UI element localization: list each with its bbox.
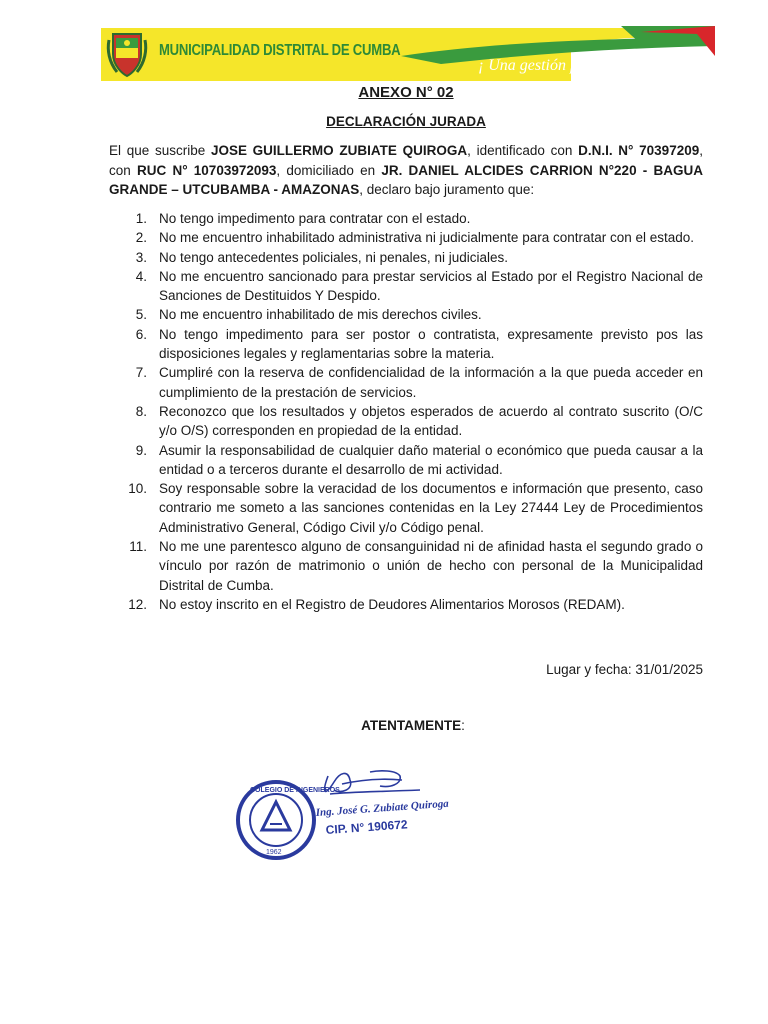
item-number: 5.: [135, 307, 147, 323]
annex-title: ANEXO N° 02: [358, 84, 454, 101]
place-date: Lugar y fecha: 31/01/2025: [546, 662, 703, 677]
declaration-item: [109, 209, 703, 228]
intro-text: , con: [109, 143, 703, 178]
intro-text: El que suscribe: [109, 143, 211, 158]
declaration-item: [109, 325, 703, 364]
item-text: Reconozco que los resultados y objetos esperados de acuerdo al contrato suscrito (O/C y/o O/S) corresponden en propiedad de la entidad.: [159, 403, 703, 439]
municipality-name: MUNICIPALIDAD DISTRITAL DE CUMBA: [159, 42, 401, 59]
item-text: No me encuentro inhabilitado de mis derechos civiles.: [159, 307, 482, 323]
item-number: 4.: [135, 268, 147, 284]
municipal-shield-icon: [108, 34, 145, 76]
item-text: No tengo impedimento para contratar con el estado.: [159, 211, 471, 226]
intro-text: , declaro bajo juramento que:: [359, 182, 535, 198]
intro-text: , identificado con: [467, 143, 579, 158]
item-number: 9.: [135, 442, 147, 458]
item-number: 3.: [135, 249, 147, 265]
declaration-item: [109, 248, 703, 267]
item-text: No me une parentesco alguno de consanguinidad ni de afinidad hasta el segundo grado o vínculo por razón de matrimonio o unión de hecho con personal de la Municipalidad Distrital de Cumba.: [159, 539, 703, 593]
item-number: 12.: [128, 596, 147, 612]
declaration-item: [109, 363, 703, 402]
item-text: Asumir la responsabilidad de cualquier daño material o económico que pueda causar a la entidad o a terceros durante el desarrollo de mi actividad.: [159, 442, 703, 477]
declaration-item: [109, 537, 703, 595]
item-text: Cumpliré con la reserva de confidencialidad de la información a la que pueda acceder en cumplimiento de la prestación de servicios.: [159, 365, 703, 400]
item-text: No me encuentro inhabilitado administrativa ni judicialmente para contratar con el estado.: [159, 230, 695, 246]
signature-graphic: [230, 762, 450, 862]
closing: [109, 718, 703, 733]
intro-text: , domiciliado en: [276, 162, 382, 178]
engineers-seal-icon: [238, 782, 340, 858]
svg-text:1962: 1962: [266, 849, 282, 856]
declaration-item: [109, 441, 703, 480]
declaration-item: [109, 479, 703, 537]
dni-number: D.N.I. N° 70397209: [578, 143, 700, 158]
item-number: 11.: [129, 539, 147, 555]
item-number: 10.: [128, 481, 147, 497]
item-text: No estoy inscrito en el Registro de Deudores Alimentarios Morosos (REDAM).: [159, 596, 625, 612]
closing-colon: :: [461, 718, 465, 733]
address: JR. DANIEL ALCIDES CARRION N°220 - BAGUA GRANDE – UTCUBAMBA - AMAZONAS: [109, 162, 703, 198]
declaration-item: [109, 305, 703, 324]
item-number: 1.: [135, 211, 147, 226]
item-text: Soy responsable sobre la veracidad de los documentos e información que presento, caso contrario me someto a las sanciones contenidas en la Ley 27444 Ley de Procedimientos Administrativo General, Código Civil y/o Código penal.: [159, 481, 703, 535]
declaration-item: [109, 228, 703, 247]
closing-text: ATENTAMENTE: [361, 718, 462, 733]
item-number: 6.: [135, 326, 147, 342]
item-number: 2.: [135, 230, 147, 246]
professional-stamp: [314, 798, 449, 837]
slogan: ¡ Una gestión para todos !: [478, 57, 649, 74]
declaration-item: [109, 267, 703, 306]
declaration-title: DECLARACIÓN JURADA: [326, 114, 486, 129]
ruc-number: RUC N° 10703972093: [136, 162, 277, 178]
intro-paragraph: [109, 141, 703, 200]
item-number: 8.: [135, 403, 147, 419]
item-number: 7.: [135, 365, 147, 381]
signature-stamp: [230, 762, 450, 862]
item-text: No tengo impedimento para ser postor o contratista, expresamente previsto pos las disposiciones legales y reglamentarias sobre la materia.: [159, 326, 703, 362]
declaration-item: [109, 595, 703, 614]
svg-text:CIP. N° 190672: CIP. N° 190672: [325, 817, 408, 837]
header-banner: [101, 26, 715, 81]
svg-text:Ing. José G. Zubiate Quiroga: Ing. José G. Zubiate Quiroga: [315, 797, 450, 819]
svg-text:COLEGIO DE INGENIEROS: COLEGIO DE INGENIEROS: [250, 787, 340, 794]
item-text: No tengo antecedentes policiales, ni penales, ni judiciales.: [159, 249, 508, 265]
declaration-item: [109, 402, 703, 441]
declarant-name: JOSE GUILLERMO ZUBIATE QUIROGA: [210, 143, 468, 158]
item-text: No me encuentro sancionado para prestar servicios al Estado por el Registro Nacional de Sanciones de Destituidos Y Despido.: [159, 268, 703, 304]
declaration-list: [109, 209, 703, 614]
